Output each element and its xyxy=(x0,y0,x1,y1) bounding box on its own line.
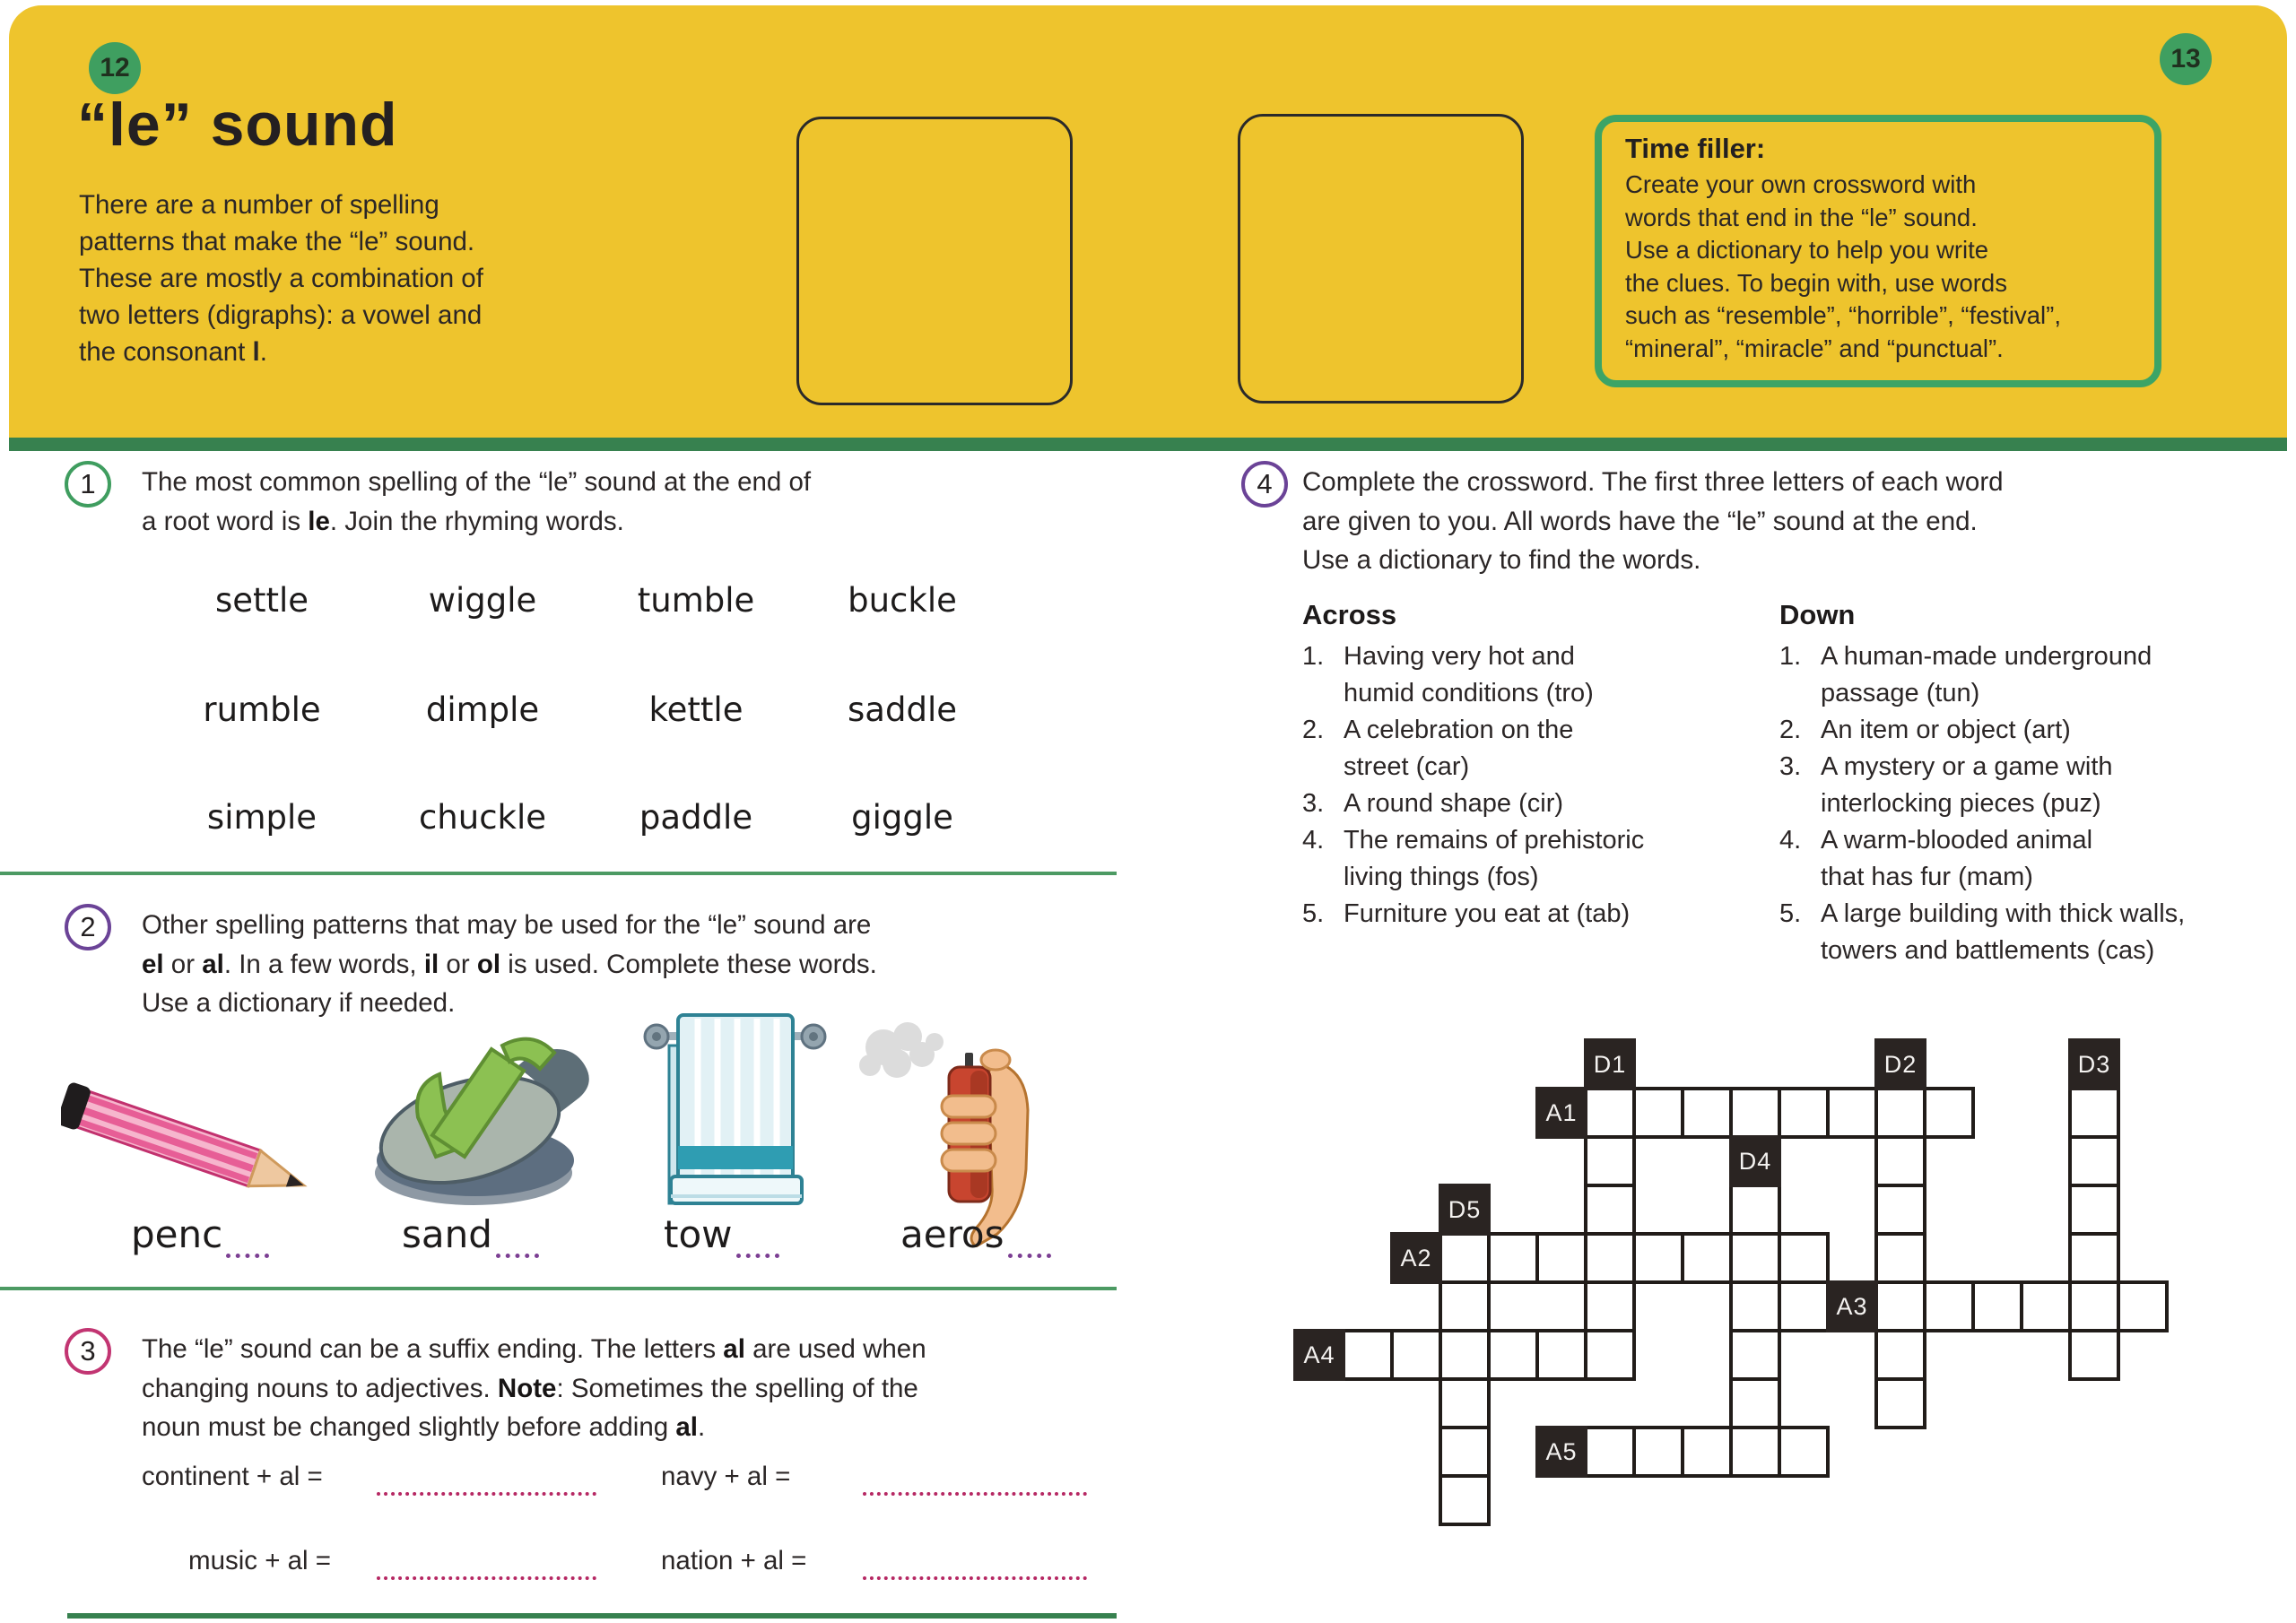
text-line: Create your own crossword with xyxy=(1625,170,1977,198)
clue-number: 5. xyxy=(1302,899,1325,928)
text-line: living things (fos) xyxy=(1344,863,1539,891)
clue-text xyxy=(1821,712,2071,749)
text-line: such as “resemble”, “horrible”, “festival”, xyxy=(1625,301,2061,329)
text-line: Use a dictionary to help you write xyxy=(1625,236,1989,264)
crossword-cell[interactable] xyxy=(2068,1329,2120,1381)
crossword-cell[interactable] xyxy=(1584,1280,1636,1332)
crossword-cell[interactable] xyxy=(1923,1280,1975,1332)
crossword-cell[interactable] xyxy=(1778,1232,1830,1284)
page-number-right: 13 xyxy=(2160,33,2212,85)
sticker-placeholder-box-2[interactable] xyxy=(1238,114,1524,404)
rhyme-word[interactable]: paddle xyxy=(639,798,753,837)
rhyme-word[interactable]: simple xyxy=(206,798,317,837)
clue-text xyxy=(1344,822,1644,896)
section-divider-2 xyxy=(0,1287,1117,1290)
clue-text xyxy=(1344,712,1573,785)
crossword-cell[interactable] xyxy=(1439,1377,1491,1429)
crossword-cell[interactable] xyxy=(1342,1329,1394,1381)
intro-paragraph xyxy=(79,187,483,370)
rhyme-word[interactable]: giggle xyxy=(851,798,953,837)
crossword-cell[interactable] xyxy=(1584,1232,1636,1284)
text-line: Use a dictionary to find the words. xyxy=(1302,545,1701,575)
clue-text xyxy=(1821,638,2152,712)
text-line: words that end in the “le” sound. xyxy=(1625,203,1978,231)
rhyme-word[interactable]: dimple xyxy=(425,690,540,729)
answer-dots[interactable] xyxy=(226,1223,269,1258)
crossword-cell[interactable] xyxy=(2068,1232,2120,1284)
crossword-cell[interactable] xyxy=(2117,1280,2169,1332)
towel-image xyxy=(639,1010,831,1229)
crossword-label-cell-A2: A2 xyxy=(1390,1232,1442,1284)
text-line: that has fur (mam) xyxy=(1821,863,2033,891)
clue-number: 3. xyxy=(1779,752,1802,781)
sticker-placeholder-box-1[interactable] xyxy=(796,117,1073,405)
clue-text xyxy=(1344,896,1630,933)
clue-row xyxy=(1779,712,2282,749)
exercise-3-number: 3 xyxy=(65,1328,111,1375)
word-stem: aeros xyxy=(900,1212,1004,1256)
time-filler-box xyxy=(1595,115,2161,387)
crossword-cell[interactable] xyxy=(1487,1329,1539,1381)
text-line: a root word is le. Join the rhyming words. xyxy=(142,506,624,536)
answer-line[interactable] xyxy=(863,1462,1087,1496)
word-stem: sand xyxy=(402,1212,492,1256)
clue-row xyxy=(1302,785,1787,822)
crossword-cell[interactable] xyxy=(1535,1232,1587,1284)
exercise-1-number: 1 xyxy=(65,461,111,508)
text-line: Furniture you eat at (tab) xyxy=(1344,899,1631,928)
page-title: “le” sound xyxy=(77,91,398,159)
answer-dots[interactable] xyxy=(496,1223,539,1258)
exercise-4-number: 4 xyxy=(1241,461,1288,508)
crossword-label-cell-A1: A1 xyxy=(1535,1087,1587,1139)
crossword-cell[interactable] xyxy=(1439,1232,1491,1284)
banner-divider-bar xyxy=(9,438,2287,451)
crossword-label-cell-D1: D1 xyxy=(1584,1038,1636,1090)
equation-music: music + al = xyxy=(188,1546,332,1575)
time-filler-heading: Time filler: xyxy=(1625,133,1766,164)
clue-row xyxy=(1302,712,1787,785)
crossword-cell[interactable] xyxy=(1681,1087,1733,1139)
answer-word-aerosol xyxy=(900,1212,1051,1258)
text-line: An item or object (art) xyxy=(1821,716,2071,744)
clue-number: 3. xyxy=(1302,789,1325,818)
crossword-cell[interactable] xyxy=(2068,1184,2120,1236)
exercise-2-number: 2 xyxy=(65,904,111,950)
rhyme-word[interactable]: buckle xyxy=(848,581,957,620)
answer-line[interactable] xyxy=(377,1546,596,1580)
exercise-1-instructions xyxy=(142,463,811,541)
text-line: A round shape (cir) xyxy=(1344,789,1564,818)
crossword-cell[interactable] xyxy=(1681,1426,1733,1478)
text-line: The most common spelling of the “le” sound at the end of xyxy=(142,467,812,497)
rhyme-word[interactable]: wiggle xyxy=(428,581,537,620)
text-line: A mystery or a game with xyxy=(1821,752,2113,781)
equation-continent: continent + al = xyxy=(142,1462,323,1491)
equation-navy: navy + al = xyxy=(661,1462,791,1491)
clue-number: 4. xyxy=(1302,826,1325,855)
crossword-cell[interactable] xyxy=(1729,1329,1781,1381)
text-line: noun must be changed slightly before adding al. xyxy=(142,1412,706,1442)
time-filler-text xyxy=(1625,169,2144,365)
text-line: There are a number of spelling xyxy=(79,190,439,220)
text-line: towers and battlements (cas) xyxy=(1821,936,2155,965)
crossword-cell[interactable] xyxy=(1487,1232,1539,1284)
crossword-cell[interactable] xyxy=(1729,1184,1781,1236)
crossword-cell[interactable] xyxy=(1971,1280,2023,1332)
text-line: el or al. In a few words, il or ol is used. Complete these words. xyxy=(142,949,877,979)
crossword-label-cell-D4: D4 xyxy=(1729,1135,1781,1187)
text-line: the consonant l. xyxy=(79,337,267,367)
text-line: the clues. To begin with, use words xyxy=(1625,268,2007,297)
crossword-cell[interactable] xyxy=(1584,1329,1636,1381)
clue-row xyxy=(1779,822,2282,896)
answer-line[interactable] xyxy=(377,1462,596,1496)
page-bottom-rule xyxy=(67,1613,1117,1619)
clue-row xyxy=(1779,896,2282,969)
crossword-cell[interactable] xyxy=(1874,1377,1926,1429)
text-line: The remains of prehistoric xyxy=(1344,826,1645,855)
crossword-grid xyxy=(1293,1038,2181,1541)
text-line: street (car) xyxy=(1344,752,1470,781)
rhyme-word[interactable]: chuckle xyxy=(418,798,547,837)
crossword-cell[interactable] xyxy=(2020,1280,2072,1332)
text-line: A human-made underground xyxy=(1821,642,2152,671)
down-clue-list xyxy=(1779,638,2282,969)
text-line: These are mostly a combination of xyxy=(79,264,483,293)
crossword-cell[interactable] xyxy=(2068,1135,2120,1187)
text-line: Use a dictionary if needed. xyxy=(142,988,456,1018)
clue-number: 2. xyxy=(1302,716,1325,744)
rhyme-word[interactable]: tumble xyxy=(637,581,755,620)
crossword-cell[interactable] xyxy=(1778,1426,1830,1478)
rhyme-word[interactable]: rumble xyxy=(203,690,321,729)
text-line: patterns that make the “le” sound. xyxy=(79,227,475,256)
clue-text xyxy=(1821,896,2185,969)
word-stem: penc xyxy=(131,1212,223,1256)
clue-number: 5. xyxy=(1779,899,1802,928)
crossword-cell[interactable] xyxy=(1584,1087,1636,1139)
crossword-cell[interactable] xyxy=(1874,1232,1926,1284)
answer-dots[interactable] xyxy=(1008,1223,1051,1258)
crossword-cell[interactable] xyxy=(2068,1280,2120,1332)
crossword-cell[interactable] xyxy=(1874,1329,1926,1381)
text-line: “mineral”, “miracle” and “punctual”. xyxy=(1625,334,2004,362)
crossword-cell[interactable] xyxy=(1729,1280,1781,1332)
clue-number: 4. xyxy=(1779,826,1802,855)
crossword-label-cell-A5: A5 xyxy=(1535,1426,1587,1478)
clue-text xyxy=(1821,822,2092,896)
clue-row xyxy=(1779,749,2282,822)
crossword-cell[interactable] xyxy=(1923,1087,1975,1139)
text-line: Complete the crossword. The first three letters of each word xyxy=(1302,467,2004,497)
crossword-cell[interactable] xyxy=(1874,1087,1926,1139)
crossword-cell[interactable] xyxy=(1729,1377,1781,1429)
text-line: Other spelling patterns that may be used for the “le” sound are xyxy=(142,910,872,940)
crossword-cell[interactable] xyxy=(2068,1087,2120,1139)
answer-line[interactable] xyxy=(863,1546,1087,1580)
crossword-cell[interactable] xyxy=(1439,1280,1491,1332)
clue-number: 1. xyxy=(1779,642,1802,671)
crossword-cell[interactable] xyxy=(1874,1280,1926,1332)
text-line: The “le” sound can be a suffix ending. The letters al are used when xyxy=(142,1334,926,1364)
clue-text xyxy=(1821,749,2113,822)
equation-nation: nation + al = xyxy=(661,1546,807,1575)
text-line: passage (tun) xyxy=(1821,679,1980,707)
clue-row xyxy=(1779,638,2282,712)
crossword-cell[interactable] xyxy=(1390,1329,1442,1381)
clue-row xyxy=(1302,822,1787,896)
crossword-cell[interactable] xyxy=(1584,1426,1636,1478)
exercise-2-instructions xyxy=(142,906,877,1023)
sandal-image xyxy=(357,1019,601,1211)
crossword-cell[interactable] xyxy=(1439,1474,1491,1526)
crossword-cell[interactable] xyxy=(1778,1087,1830,1139)
pencil-image xyxy=(61,1072,339,1216)
answer-word-pencil xyxy=(131,1212,269,1258)
word-stem: tow xyxy=(664,1212,733,1256)
text-line: two letters (digraphs): a vowel and xyxy=(79,300,483,330)
crossword-cell[interactable] xyxy=(1681,1232,1733,1284)
crossword-cell[interactable] xyxy=(1729,1087,1781,1139)
across-clue-list xyxy=(1302,638,1787,933)
crossword-label-cell-A3: A3 xyxy=(1826,1280,1878,1332)
crossword-cell[interactable] xyxy=(1729,1232,1781,1284)
across-heading: Across xyxy=(1302,599,1397,630)
text-line: A celebration on the xyxy=(1344,716,1574,744)
rhyme-word[interactable]: saddle xyxy=(848,690,957,729)
answer-dots[interactable] xyxy=(736,1223,779,1258)
crossword-cell[interactable] xyxy=(1632,1426,1684,1478)
crossword-cell[interactable] xyxy=(1632,1232,1684,1284)
text-line: A warm-blooded animal xyxy=(1821,826,2093,855)
clue-number: 1. xyxy=(1302,642,1325,671)
crossword-cell[interactable] xyxy=(1632,1087,1684,1139)
text-line: are given to you. All words have the “le” sound at the end. xyxy=(1302,506,1978,536)
crossword-label-cell-D5: D5 xyxy=(1439,1184,1491,1236)
rhyme-word[interactable]: kettle xyxy=(648,690,744,729)
crossword-label-cell-D2: D2 xyxy=(1874,1038,1926,1090)
exercise-3-instructions xyxy=(142,1330,926,1447)
crossword-label-cell-A4: A4 xyxy=(1293,1329,1345,1381)
clue-text xyxy=(1344,785,1563,822)
clue-number: 2. xyxy=(1779,716,1802,744)
crossword-cell[interactable] xyxy=(1439,1329,1491,1381)
crossword-cell[interactable] xyxy=(1874,1135,1926,1187)
crossword-cell[interactable] xyxy=(1535,1329,1587,1381)
clue-row xyxy=(1302,638,1787,712)
crossword-label-cell-D3: D3 xyxy=(2068,1038,2120,1090)
clue-text xyxy=(1344,638,1594,712)
crossword-cell[interactable] xyxy=(1778,1280,1830,1332)
crossword-cell[interactable] xyxy=(1584,1135,1636,1187)
down-heading: Down xyxy=(1779,599,1856,630)
page-number-left: 12 xyxy=(89,42,141,94)
text-line: Having very hot and xyxy=(1344,642,1575,671)
text-line: changing nouns to adjectives. Note: Sometimes the spelling of the xyxy=(142,1373,918,1403)
text-line: A large building with thick walls, xyxy=(1821,899,2186,928)
answer-word-towel xyxy=(664,1212,779,1258)
crossword-cell[interactable] xyxy=(1439,1426,1491,1478)
exercise-4-instructions xyxy=(1302,463,2004,580)
crossword-cell[interactable] xyxy=(1874,1184,1926,1236)
text-line: interlocking pieces (puz) xyxy=(1821,789,2101,818)
crossword-cell[interactable] xyxy=(1826,1087,1878,1139)
rhyme-word[interactable]: settle xyxy=(214,581,309,620)
crossword-cell[interactable] xyxy=(1584,1184,1636,1236)
answer-word-sandal xyxy=(402,1212,539,1258)
crossword-cell[interactable] xyxy=(1487,1280,1587,1332)
section-divider-1 xyxy=(0,872,1117,875)
text-line: humid conditions (tro) xyxy=(1344,679,1594,707)
clue-row xyxy=(1302,896,1787,933)
crossword-cell[interactable] xyxy=(1729,1426,1781,1478)
